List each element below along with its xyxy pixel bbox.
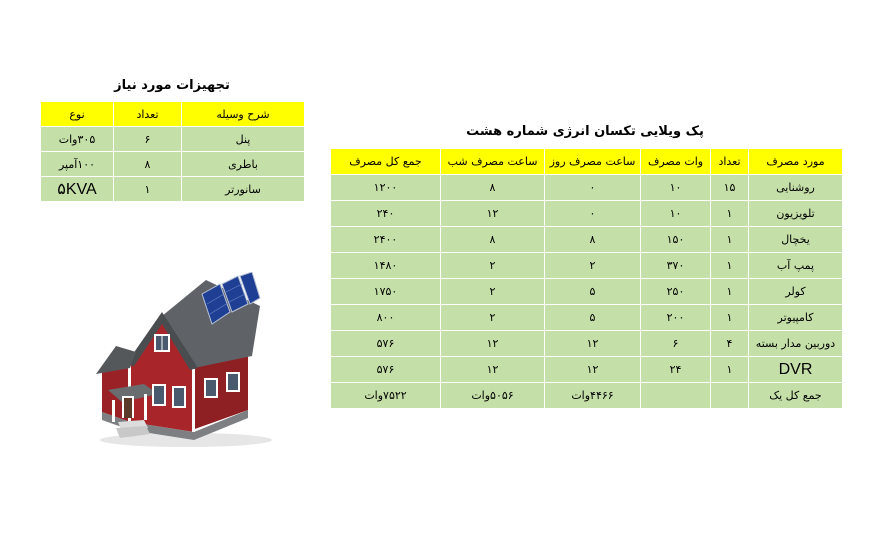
item-day-hours: ۲ <box>545 253 641 279</box>
item-count: ۱۵ <box>711 175 749 201</box>
header-item: مورد مصرف <box>749 149 843 175</box>
item-total: ۵۷۶ <box>331 357 441 383</box>
item-name: روشنایی <box>749 175 843 201</box>
item-count: ۱ <box>711 357 749 383</box>
consumption-title: پک ویلایی تکسان انرژی شماره هشت <box>466 124 704 139</box>
item-watt: ۲۴ <box>641 357 711 383</box>
item-watt: ۱۰ <box>641 175 711 201</box>
consumption-header-row <box>331 149 843 175</box>
equipment-name: باطری <box>182 152 305 177</box>
table-row <box>331 175 843 201</box>
item-total: ۱۲۰۰ <box>331 175 441 201</box>
item-name: کولر <box>749 279 843 305</box>
item-day-hours: ۵ <box>545 279 641 305</box>
item-count: ۴ <box>711 331 749 357</box>
table-row <box>41 152 305 177</box>
item-count: ۱ <box>711 227 749 253</box>
table-row <box>41 127 305 152</box>
item-count: ۱ <box>711 279 749 305</box>
item-name: تلویزیون <box>749 201 843 227</box>
equipment-count: ۶ <box>114 127 182 152</box>
table-row <box>331 201 843 227</box>
item-total: ۵۷۶ <box>331 331 441 357</box>
total-night: ۵۰۵۶وات <box>441 383 545 409</box>
house-with-solar-panels-icon <box>88 272 276 448</box>
item-day-hours: ۸ <box>545 227 641 253</box>
table-row <box>331 279 843 305</box>
consumption-table <box>330 148 843 409</box>
total-row <box>331 383 843 409</box>
header-day-hours: ساعت مصرف روز <box>545 149 641 175</box>
item-watt: ۶ <box>641 331 711 357</box>
item-night-hours: ۲ <box>441 305 545 331</box>
item-total: ۱۷۵۰ <box>331 279 441 305</box>
item-night-hours: ۸ <box>441 175 545 201</box>
table-row <box>331 305 843 331</box>
item-day-hours: ۰ <box>545 201 641 227</box>
equipment-type: ۳۰۵وات <box>41 127 114 152</box>
total-day: ۴۴۶۶وات <box>545 383 641 409</box>
equipment-type: ۱۰۰آمپر <box>41 152 114 177</box>
header-count: تعداد <box>114 102 182 127</box>
item-night-hours: ۸ <box>441 227 545 253</box>
item-total: ۸۰۰ <box>331 305 441 331</box>
item-day-hours: ۰ <box>545 175 641 201</box>
header-description: شرح وسیله <box>182 102 305 127</box>
item-count: ۱ <box>711 305 749 331</box>
total-overall: ۷۵۲۲وات <box>331 383 441 409</box>
item-total: ۱۴۸۰ <box>331 253 441 279</box>
table-row <box>331 331 843 357</box>
item-watt: ۱۰ <box>641 201 711 227</box>
item-night-hours: ۲ <box>441 253 545 279</box>
table-row <box>331 227 843 253</box>
equipment-count: ۸ <box>114 152 182 177</box>
header-night-hours: ساعت مصرف شب <box>441 149 545 175</box>
header-count: تعداد <box>711 149 749 175</box>
equipment-header-row <box>41 102 305 127</box>
item-day-hours: ۵ <box>545 305 641 331</box>
equipment-name: پنل <box>182 127 305 152</box>
item-total: ۲۴۰۰ <box>331 227 441 253</box>
item-watt: ۲۰۰ <box>641 305 711 331</box>
table-row <box>331 357 843 383</box>
header-type: نوع <box>41 102 114 127</box>
table-row <box>331 253 843 279</box>
item-watt: ۳۷۰ <box>641 253 711 279</box>
equipment-name: سانورتر <box>182 177 305 202</box>
item-night-hours: ۱۲ <box>441 201 545 227</box>
item-watt: ۱۵۰ <box>641 227 711 253</box>
item-night-hours: ۲ <box>441 279 545 305</box>
item-day-hours: ۱۲ <box>545 357 641 383</box>
item-watt: ۲۵۰ <box>641 279 711 305</box>
total-count <box>711 383 749 409</box>
table-row <box>41 177 305 202</box>
item-night-hours: ۱۲ <box>441 331 545 357</box>
item-name: DVR <box>749 357 843 383</box>
equipment-type: ۵KVA <box>41 177 114 202</box>
equipment-count: ۱ <box>114 177 182 202</box>
item-count: ۱ <box>711 253 749 279</box>
header-watt: وات مصرف <box>641 149 711 175</box>
item-name: کامپیوتر <box>749 305 843 331</box>
item-night-hours: ۱۲ <box>441 357 545 383</box>
item-name: پمپ آب <box>749 253 843 279</box>
item-name: دوربین مدار بسته <box>749 331 843 357</box>
item-day-hours: ۱۲ <box>545 331 641 357</box>
header-total: جمع کل مصرف <box>331 149 441 175</box>
item-count: ۱ <box>711 201 749 227</box>
item-total: ۲۴۰ <box>331 201 441 227</box>
total-watt <box>641 383 711 409</box>
equipment-table <box>40 101 305 202</box>
equipment-title: تجهیزات مورد نیاز <box>114 78 230 93</box>
total-label: جمع کل یک <box>749 383 843 409</box>
item-name: یخچال <box>749 227 843 253</box>
